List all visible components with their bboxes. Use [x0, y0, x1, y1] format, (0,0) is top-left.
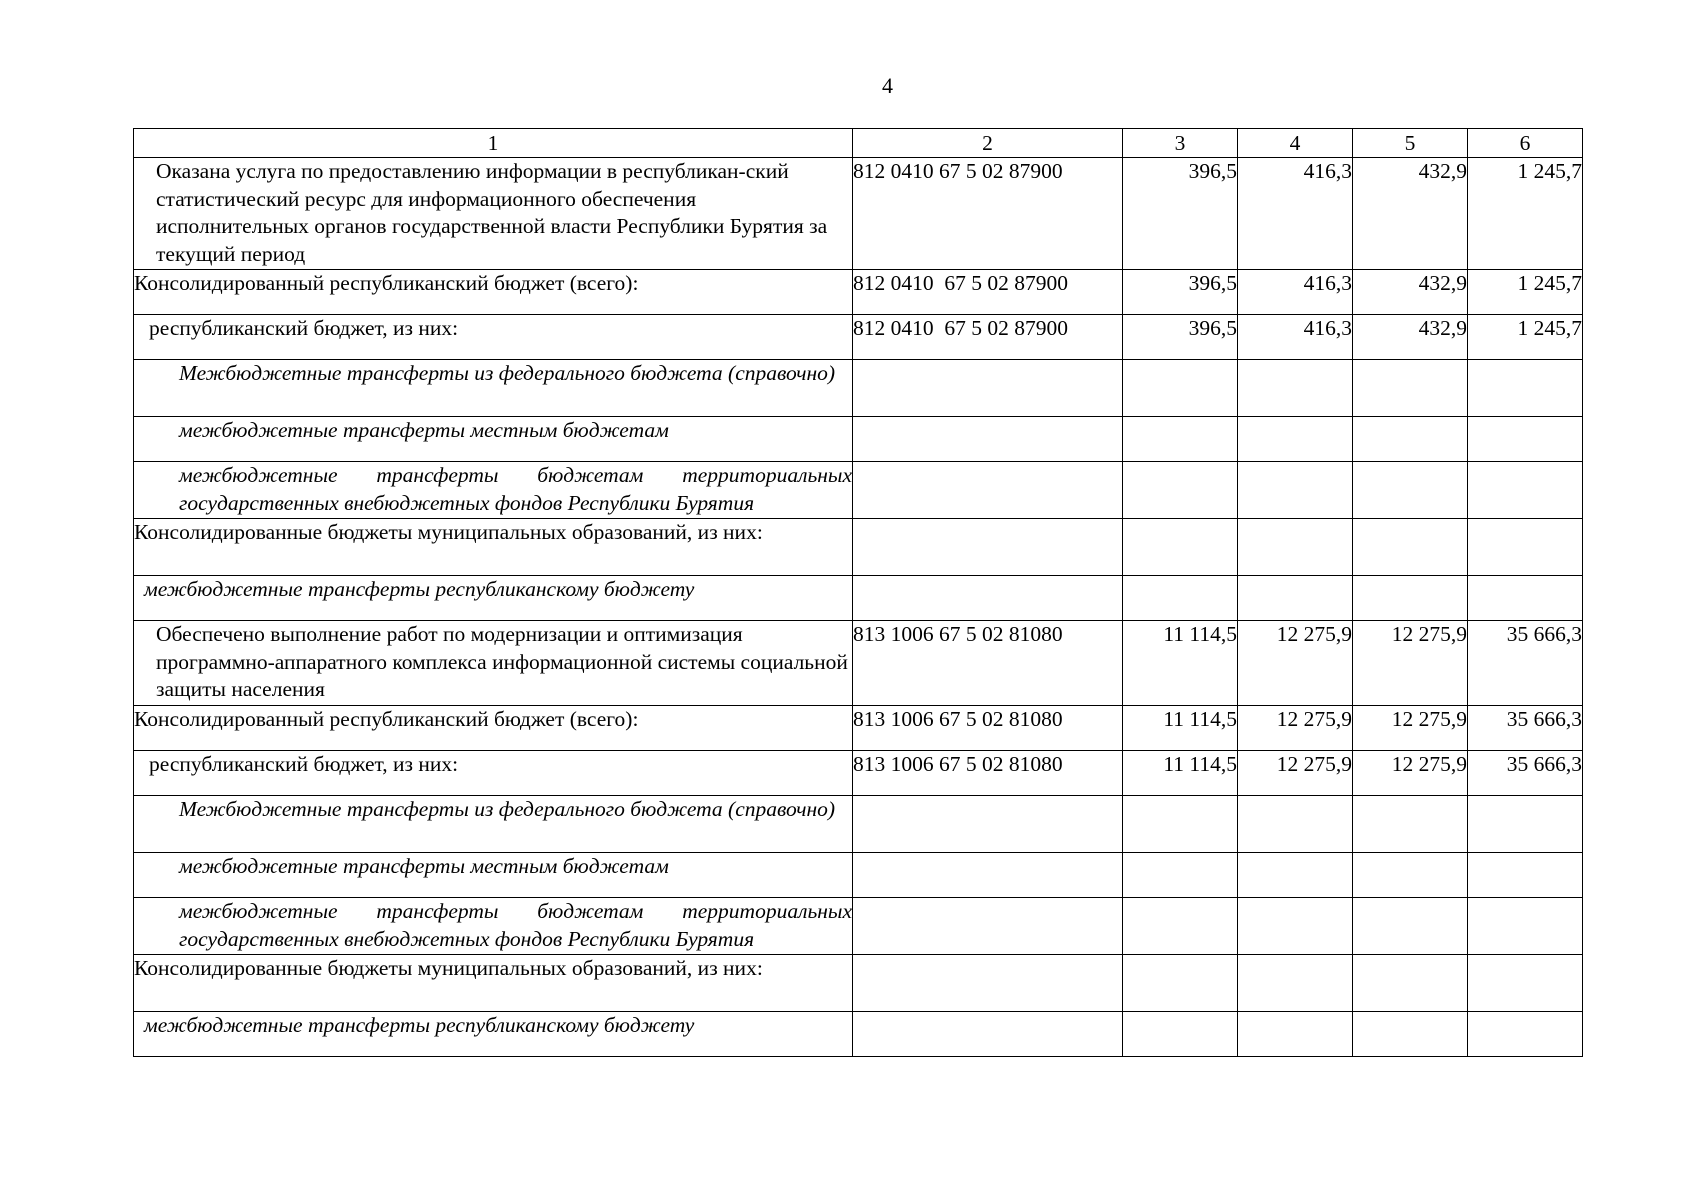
row-value-col3: [1123, 796, 1238, 853]
row-value-col5: 12 275,9: [1353, 751, 1468, 796]
row-value-col6: [1468, 360, 1583, 417]
row-value-col5: 12 275,9: [1353, 621, 1468, 706]
row-value-col3: 396,5: [1123, 158, 1238, 270]
column-header: 5: [1353, 129, 1468, 158]
row-description: республиканский бюджет, из них:: [134, 315, 853, 360]
row-value-col4: [1238, 955, 1353, 1012]
table-row: [134, 462, 1583, 519]
table-row: [134, 796, 1583, 853]
row-value-col5: [1353, 360, 1468, 417]
row-value-col6: 1 245,7: [1468, 158, 1583, 270]
row-value-col5: [1353, 955, 1468, 1012]
row-code: 813 1006 67 5 02 81080: [853, 621, 1123, 706]
row-value-col3: 396,5: [1123, 270, 1238, 315]
row-value-col6: [1468, 796, 1583, 853]
row-value-col5: [1353, 853, 1468, 898]
row-code: 812 0410 67 5 02 87900: [853, 315, 1123, 360]
row-code: [853, 1012, 1123, 1057]
row-code: 812 0410 67 5 02 87900: [853, 158, 1123, 270]
row-description: Обеспечено выполнение работ по модернизации и оптимизация программно-аппаратного комплекса информационной системы социальной защиты населения: [134, 621, 853, 706]
row-value-col6: [1468, 853, 1583, 898]
row-value-col4: [1238, 853, 1353, 898]
row-value-col3: [1123, 417, 1238, 462]
row-value-col5: [1353, 796, 1468, 853]
column-header: 4: [1238, 129, 1353, 158]
row-value-col5: 432,9: [1353, 315, 1468, 360]
row-description: Межбюджетные трансферты из федерального бюджета (справочно): [134, 796, 853, 853]
row-value-col3: 11 114,5: [1123, 621, 1238, 706]
row-value-col4: [1238, 519, 1353, 576]
row-value-col4: 12 275,9: [1238, 706, 1353, 751]
row-code: [853, 853, 1123, 898]
row-value-col4: 12 275,9: [1238, 751, 1353, 796]
table-row: [134, 621, 1583, 706]
row-value-col6: 1 245,7: [1468, 270, 1583, 315]
table-row: [134, 706, 1583, 751]
budget-table: [133, 128, 1583, 1057]
row-value-col6: [1468, 462, 1583, 519]
row-description: межбюджетные трансферты бюджетам территориальных государственных внебюджетных фондов Республики Бурятия: [134, 462, 853, 519]
row-code: 812 0410 67 5 02 87900: [853, 270, 1123, 315]
row-value-col3: 396,5: [1123, 315, 1238, 360]
row-value-col4: [1238, 360, 1353, 417]
row-value-col6: 1 245,7: [1468, 315, 1583, 360]
column-header: 3: [1123, 129, 1238, 158]
row-description: Консолидированные бюджеты муниципальных образований, из них:: [134, 955, 853, 1012]
row-value-col3: [1123, 853, 1238, 898]
table-row: [134, 417, 1583, 462]
table-header-row: [134, 129, 1583, 158]
row-value-col3: [1123, 1012, 1238, 1057]
row-value-col3: 11 114,5: [1123, 706, 1238, 751]
row-value-col6: [1468, 955, 1583, 1012]
row-value-col5: 432,9: [1353, 270, 1468, 315]
column-header: 6: [1468, 129, 1583, 158]
row-code: 813 1006 67 5 02 81080: [853, 706, 1123, 751]
row-value-col5: [1353, 1012, 1468, 1057]
row-value-col6: [1468, 898, 1583, 955]
column-header: 2: [853, 129, 1123, 158]
row-value-col6: [1468, 519, 1583, 576]
page-number: 4: [882, 73, 893, 98]
table-row: [134, 576, 1583, 621]
table-row: [134, 898, 1583, 955]
table-row: [134, 315, 1583, 360]
row-description: Консолидированные бюджеты муниципальных образований, из них:: [134, 519, 853, 576]
row-value-col4: [1238, 898, 1353, 955]
row-value-col4: [1238, 1012, 1353, 1057]
row-value-col3: [1123, 462, 1238, 519]
row-value-col4: [1238, 796, 1353, 853]
row-value-col3: [1123, 576, 1238, 621]
row-value-col5: [1353, 576, 1468, 621]
table-row: [134, 360, 1583, 417]
row-value-col5: [1353, 462, 1468, 519]
row-code: [853, 360, 1123, 417]
row-value-col5: [1353, 898, 1468, 955]
row-description: межбюджетные трансферты местным бюджетам: [134, 417, 853, 462]
row-value-col6: 35 666,3: [1468, 621, 1583, 706]
row-value-col5: 12 275,9: [1353, 706, 1468, 751]
row-value-col5: [1353, 417, 1468, 462]
row-description: межбюджетные трансферты бюджетам территориальных государственных внебюджетных фондов Республики Бурятия: [134, 898, 853, 955]
row-description: Консолидированный республиканский бюджет (всего):: [134, 270, 853, 315]
row-description: республиканский бюджет, из них:: [134, 751, 853, 796]
row-code: 813 1006 67 5 02 81080: [853, 751, 1123, 796]
row-value-col6: 35 666,3: [1468, 706, 1583, 751]
row-code: [853, 576, 1123, 621]
table-row: [134, 751, 1583, 796]
row-value-col6: 35 666,3: [1468, 751, 1583, 796]
row-code: [853, 898, 1123, 955]
table-row: [134, 270, 1583, 315]
table-row: [134, 158, 1583, 270]
row-code: [853, 519, 1123, 576]
row-value-col4: 416,3: [1238, 158, 1353, 270]
row-value-col4: [1238, 462, 1353, 519]
row-description: Оказана услуга по предоставлению информации в республикан-ский статистический ресурс для информационного обеспечения исполнительных органов государственной власти Республики Бурятия за текущий период: [134, 158, 853, 270]
row-value-col3: [1123, 360, 1238, 417]
row-description: Консолидированный республиканский бюджет (всего):: [134, 706, 853, 751]
row-value-col6: [1468, 417, 1583, 462]
row-code: [853, 462, 1123, 519]
row-value-col3: [1123, 955, 1238, 1012]
row-description: Межбюджетные трансферты из федерального бюджета (справочно): [134, 360, 853, 417]
row-value-col4: [1238, 576, 1353, 621]
table-row: [134, 853, 1583, 898]
row-value-col4: 416,3: [1238, 315, 1353, 360]
row-value-col4: [1238, 417, 1353, 462]
row-code: [853, 417, 1123, 462]
row-value-col3: [1123, 898, 1238, 955]
row-value-col6: [1468, 576, 1583, 621]
row-code: [853, 955, 1123, 1012]
row-value-col5: 432,9: [1353, 158, 1468, 270]
row-value-col5: [1353, 519, 1468, 576]
row-description: межбюджетные трансферты местным бюджетам: [134, 853, 853, 898]
table-row: [134, 519, 1583, 576]
row-code: [853, 796, 1123, 853]
row-description: межбюджетные трансферты республиканскому бюджету: [134, 1012, 853, 1057]
row-value-col3: 11 114,5: [1123, 751, 1238, 796]
table-row: [134, 955, 1583, 1012]
column-header: 1: [134, 129, 853, 158]
table-row: [134, 1012, 1583, 1057]
row-value-col4: 12 275,9: [1238, 621, 1353, 706]
row-value-col4: 416,3: [1238, 270, 1353, 315]
row-value-col3: [1123, 519, 1238, 576]
row-description: межбюджетные трансферты республиканскому бюджету: [134, 576, 853, 621]
row-value-col6: [1468, 1012, 1583, 1057]
